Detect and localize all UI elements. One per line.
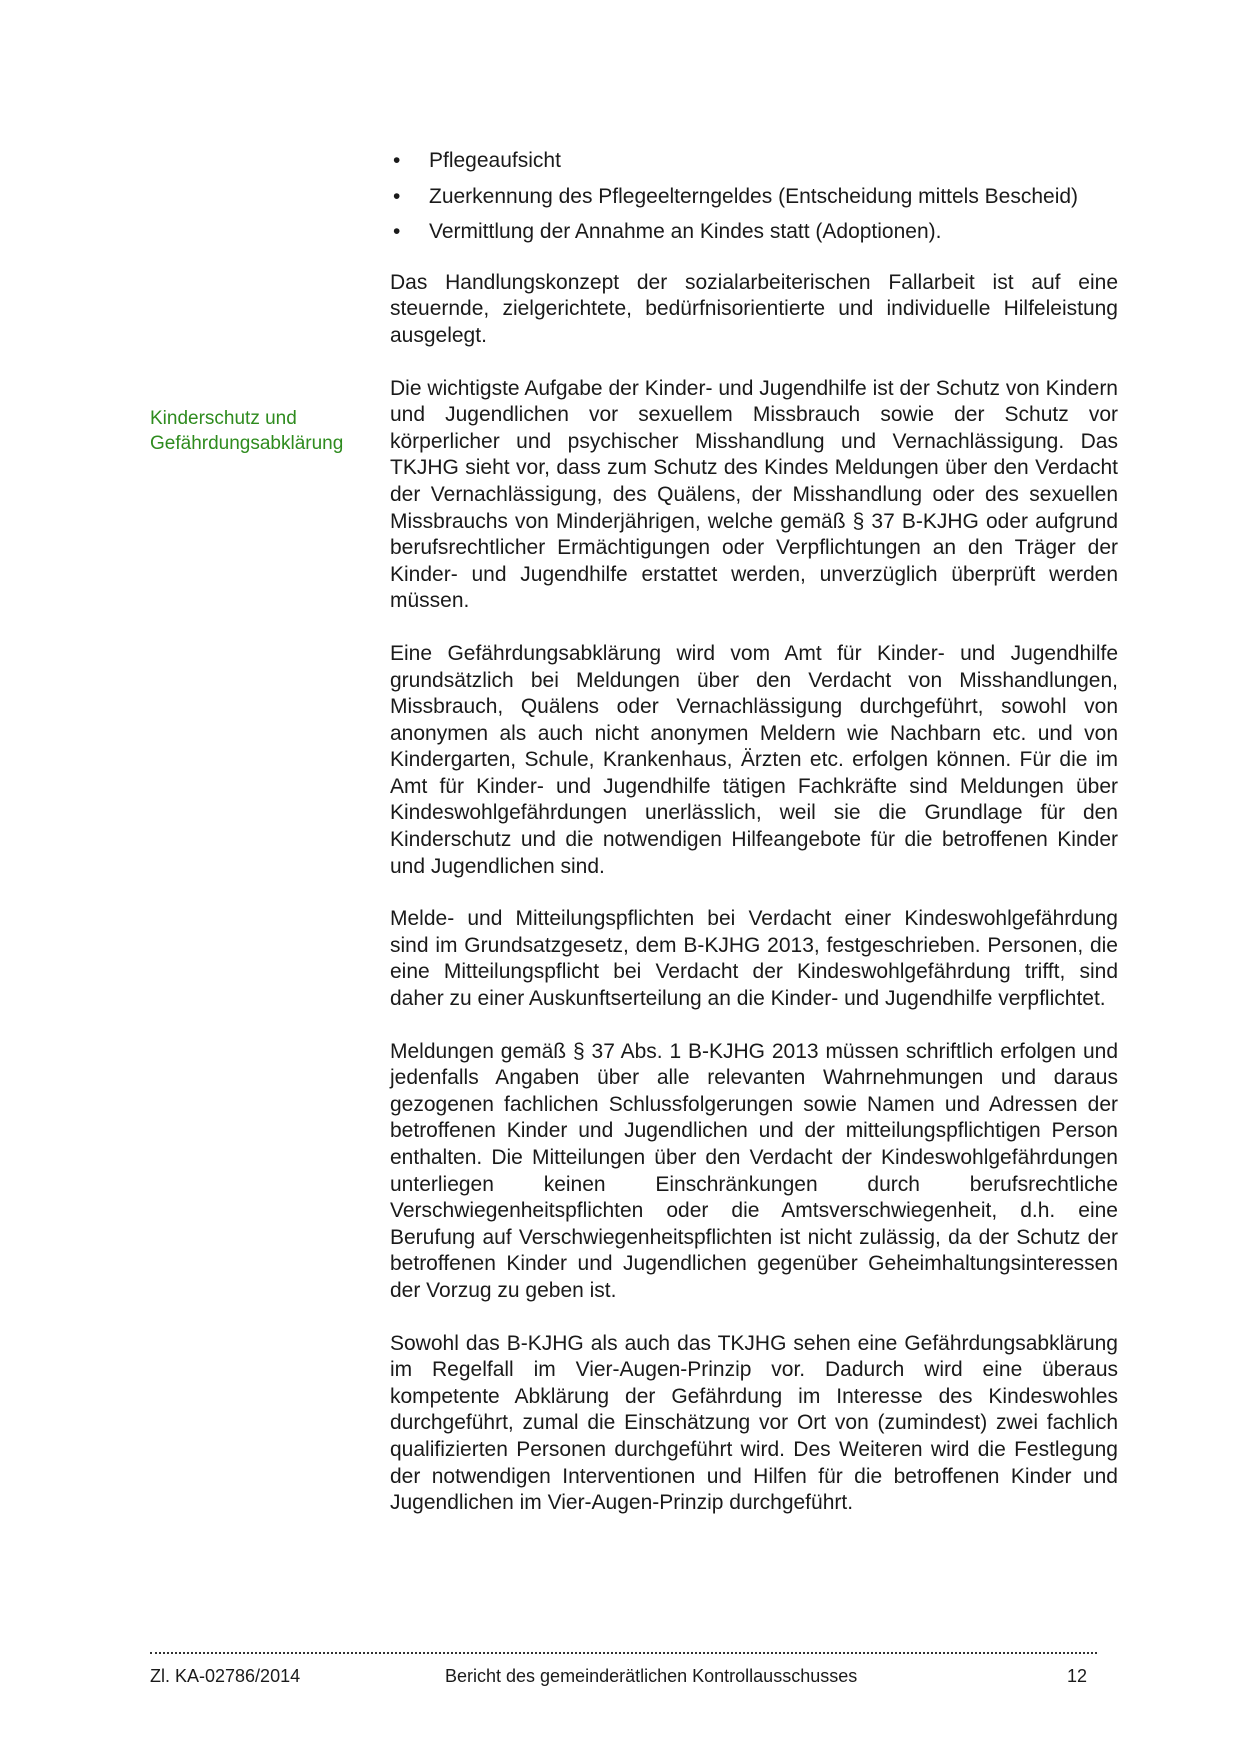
- main-content: [390, 148, 1118, 1543]
- footer-title: Bericht des gemeinderätlichen Kontrollausschusses: [445, 1666, 858, 1686]
- paragraph-handlungskonzept: Das Handlungskonzept der sozialarbeiterischen Fallarbeit ist auf eine steuernde, zielgerichtete, bedürfnisorientierte und individuelle Hilfeleistung ausgelegt.: [390, 270, 1118, 347]
- margin-note: Kinderschutz und Gefährdungsabklärung: [150, 408, 344, 454]
- bullet-icon: •: [393, 149, 401, 172]
- bullet-icon: •: [393, 220, 401, 244]
- footer-divider: [150, 1652, 1097, 1654]
- list-item: • Zuerkennung des Pflegeelterngeldes (Entscheidung mittels Bescheid): [390, 184, 1118, 211]
- footer-reference: Zl. KA-02786/2014: [150, 1666, 301, 1686]
- paragraph-meldungen: Meldungen gemäß § 37 Abs. 1 B-KJHG 2013 müssen schriftlich erfolgen und jedenfalls Angaben über alle relevanten Wahrnehmungen und daraus gezogenen fachlichen Schlussfolgerungen sowie Namen und Adressen der betroffenen Kinder und Jugendlichen und der mitteilungspflichtigen Person enthalten. Die Mitteilungen über den Verdacht der Kindeswohlgefährdungen unterliegen keinen Einschränkungen durch berufsrechtliche Verschwiegenheitspflichten oder die Amtsverschwiegenheit, d.h. eine Berufung auf Verschwiegenheitspflichten ist nicht zulässig, da der Schutz der betroffenen Kinder und Jugendlichen gegenüber Geheimhaltungsinteressen der Vorzug zu geben ist.: [390, 1039, 1118, 1302]
- list-item: • Vermittlung der Annahme an Kindes statt (Adoptionen).: [390, 219, 1118, 246]
- page-number: 12: [1066, 1666, 1087, 1686]
- bullet-list: [390, 148, 1118, 246]
- list-item: • Pflegeaufsicht: [390, 148, 1118, 175]
- paragraph-vier-augen-prinzip: Sowohl das B-KJHG als auch das TKJHG sehen eine Gefährdungsabklärung im Regelfall im Vier-Augen-Prinzip vor. Dadurch wird eine überaus kompetente Abklärung der Gefährdung im Interesse des Kindeswohles durchgeführt, zumal die Einschätzung vor Ort von (zumindest) zwei fachlich qualifizierten Personen durchgeführt wird. Des Weiteren wird die Festlegung der notwendigen Interventionen und Hilfen für die betroffenen Kinder und Jugendlichen im Vier-Augen-Prinzip durchgeführt.: [390, 1331, 1118, 1515]
- paragraph-kinderschutz: Die wichtigste Aufgabe der Kinder- und Jugendhilfe ist der Schutz von Kindern und Jugendlichen vor sexuellem Missbrauch sowie der Schutz vor körperlicher und psychischer Misshandlung und Vernachlässigung. Das TKJHG sieht vor, dass zum Schutz des Kindes Meldungen über den Verdacht der Vernachlässigung, des Quälens, der Misshandlung oder des sexuellen Missbrauchs von Minderjährigen, welche gemäß § 37 B-KJHG oder aufgrund berufsrechtlicher Ermächtigungen oder Verpflichtungen an den Träger der Kinder- und Jugendhilfe erstattet werden, unverzüglich überprüft werden müssen.: [390, 376, 1118, 613]
- paragraph-meldepflichten: Melde- und Mitteilungspflichten bei Verdacht einer Kindeswohlgefährdung sind im Grundsatzgesetz, dem B-KJHG 2013, festgeschrieben. Personen, die eine Mitteilungspflicht bei Verdacht der Kindeswohlgefährdung trifft, sind daher zu einer Auskunftserteilung an die Kinder- und Jugendhilfe verpflichtet.: [390, 907, 1118, 1011]
- bullet-icon: •: [393, 184, 401, 208]
- paragraph-gefaehrdungsabklaerung: Eine Gefährdungsabklärung wird vom Amt für Kinder- und Jugendhilfe grundsätzlich bei Meldungen über den Verdacht von Misshandlungen, Missbrauch, Quälens oder Vernachlässigung durchgeführt, sowohl von anonymen als auch nicht anonymen Meldern wie Nachbarn etc. und von Kindergarten, Schule, Krankenhaus, Ärzten etc. erfolgen können. Für die im Amt für Kinder- und Jugendhilfe tätigen Fachkräfte sind Meldungen über Kindeswohlgefährdungen unerlässlich, weil sie die Grundlage für den Kinderschutz und die notwendigen Hilfeangebote für die betroffenen Kinder und Jugendlichen sind.: [390, 641, 1118, 878]
